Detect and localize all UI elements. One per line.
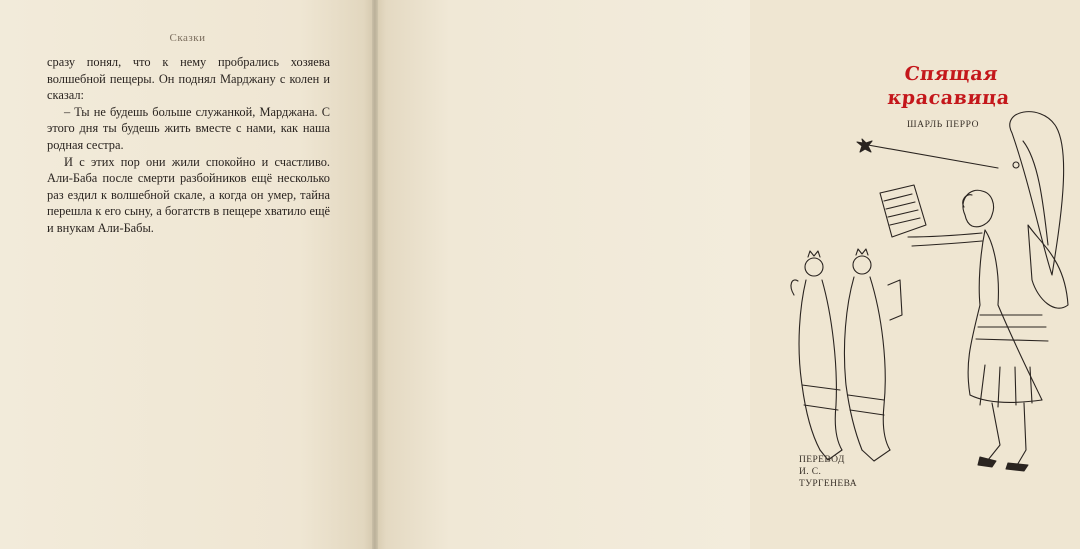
paragraph-2: – Ты не будешь больше служанкой, Марджана. С этого дня ты будешь жить вместе с нами, как наша родная сестра. — [47, 104, 330, 152]
princess-2-head — [853, 256, 871, 274]
translation-label: ПЕРЕВОД — [799, 455, 845, 465]
fairy-wing-upper — [1010, 112, 1064, 275]
fairy-book — [880, 185, 926, 237]
running-head: Сказки — [169, 32, 206, 44]
translator-credit — [799, 454, 857, 490]
right-page — [375, 0, 1012, 549]
paragraph-1: сразу понял, что к нему пробрались хозяева волшебной пещеры. Он поднял Марджану с колен и сказал: — [47, 55, 330, 103]
story-text — [47, 54, 330, 237]
author-name: ШАРЛЬ ПЕРРО — [906, 120, 980, 130]
fairy-eye — [1013, 162, 1019, 168]
book-gutter — [372, 0, 378, 549]
magic-wand — [868, 145, 998, 168]
translator-name: И. С. ТУРГЕНЕВА — [799, 467, 857, 489]
princess-1-head — [805, 258, 823, 276]
left-page — [0, 0, 375, 549]
paragraph-3: И с этих пор они жили спокойно и счастливо. Али-Баба после смерти разбойников ещё несколько раз ездил к волшебной скале, а когда он умер, тайна перешла к его сыну, а богатств в пещере хватило ещё и внукам Али-Бабы. — [47, 154, 330, 235]
title-line-2: красавица — [886, 87, 1012, 109]
fairy-wing-lower — [1028, 225, 1068, 308]
title-line-1: Спящая — [903, 63, 1000, 85]
story-title — [872, 62, 1027, 110]
fairy-illustration — [780, 105, 1080, 475]
